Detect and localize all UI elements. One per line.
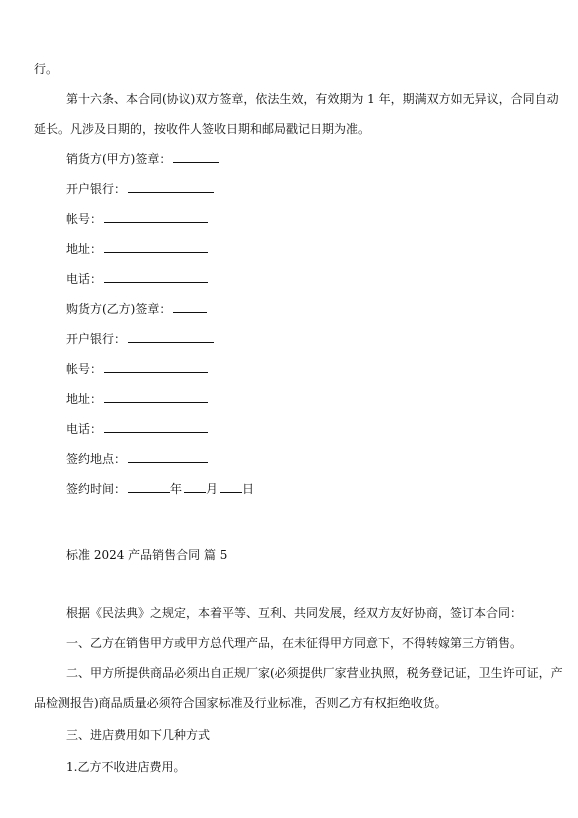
buyer-account-blank xyxy=(104,361,208,373)
day-char: 日 xyxy=(242,482,255,496)
seller-address-blank xyxy=(104,241,208,253)
seller-account-label: 帐号： xyxy=(66,212,103,226)
item-3: 三、进店费用如下几种方式 xyxy=(66,728,211,742)
buyer-account-row xyxy=(66,361,208,377)
article-16-line-1: 第十六条、本合同(协议)双方签章，依法生效，有效期为 1 年，期满双方如无异议，合同自动 xyxy=(66,92,559,106)
buyer-bank-blank xyxy=(128,331,214,343)
continuation-text: 行。 xyxy=(34,62,59,76)
seller-account-row xyxy=(66,211,208,227)
sign-place-row xyxy=(66,451,208,467)
seller-sign-label: 销货方(甲方)签章： xyxy=(66,152,172,166)
item-1: 一、乙方在销售甲方或甲方总代理产品，在未征得甲方同意下，不得转嫁第三方销售。 xyxy=(66,636,523,650)
buyer-phone-row xyxy=(66,421,208,437)
buyer-bank-row xyxy=(66,331,214,347)
month-char: 月 xyxy=(206,482,219,496)
seller-address-label: 地址： xyxy=(66,242,103,256)
buyer-bank-label: 开户银行： xyxy=(66,332,127,346)
article-16-line-2: 延长。凡涉及日期的，按收件人签收日期和邮局戳记日期为准。 xyxy=(34,122,371,136)
seller-phone-blank xyxy=(104,271,208,283)
seller-phone-label: 电话： xyxy=(66,272,103,286)
buyer-sign-row xyxy=(66,301,207,317)
intro-paragraph: 根据《民法典》之规定，本着平等、互利、共同发展，经双方友好协商，签订本合同： xyxy=(66,606,523,620)
sign-month-blank xyxy=(184,481,206,493)
sign-place-blank xyxy=(128,451,208,463)
buyer-account-label: 帐号： xyxy=(66,362,103,376)
item-2-line-1: 二、甲方所提供商品必须出自正规厂家(必须提供厂家营业执照，税务登记证，卫生许可证，产 xyxy=(66,666,563,680)
seller-sign-row xyxy=(66,151,219,167)
seller-bank-blank xyxy=(128,181,214,193)
buyer-sign-label: 购货方(乙方)签章： xyxy=(66,302,172,316)
seller-bank-label: 开户银行： xyxy=(66,182,127,196)
item-2-line-2: 品检测报告)商品质量必须符合国家标准及行业标准，否则乙方有权拒绝收货。 xyxy=(34,696,447,710)
sign-place-label: 签约地点： xyxy=(66,452,127,466)
buyer-sign-blank xyxy=(173,301,207,313)
seller-address-row xyxy=(66,241,208,257)
sign-day-blank xyxy=(220,481,242,493)
seller-bank-row xyxy=(66,181,214,197)
sign-year-blank xyxy=(128,481,170,493)
buyer-address-row xyxy=(66,391,208,407)
buyer-address-blank xyxy=(104,391,208,403)
sign-time-row xyxy=(66,481,254,497)
buyer-address-label: 地址： xyxy=(66,392,103,406)
item-3-1: 1.乙方不收进店费用。 xyxy=(66,760,186,774)
sign-time-label: 签约时间： xyxy=(66,482,127,496)
buyer-phone-label: 电话： xyxy=(66,422,103,436)
seller-phone-row xyxy=(66,271,208,287)
seller-sign-blank xyxy=(173,151,219,163)
buyer-phone-blank xyxy=(104,421,208,433)
section-title: 标准 2024 产品销售合同 篇 5 xyxy=(66,548,228,562)
seller-account-blank xyxy=(104,211,208,223)
year-char: 年 xyxy=(170,482,183,496)
